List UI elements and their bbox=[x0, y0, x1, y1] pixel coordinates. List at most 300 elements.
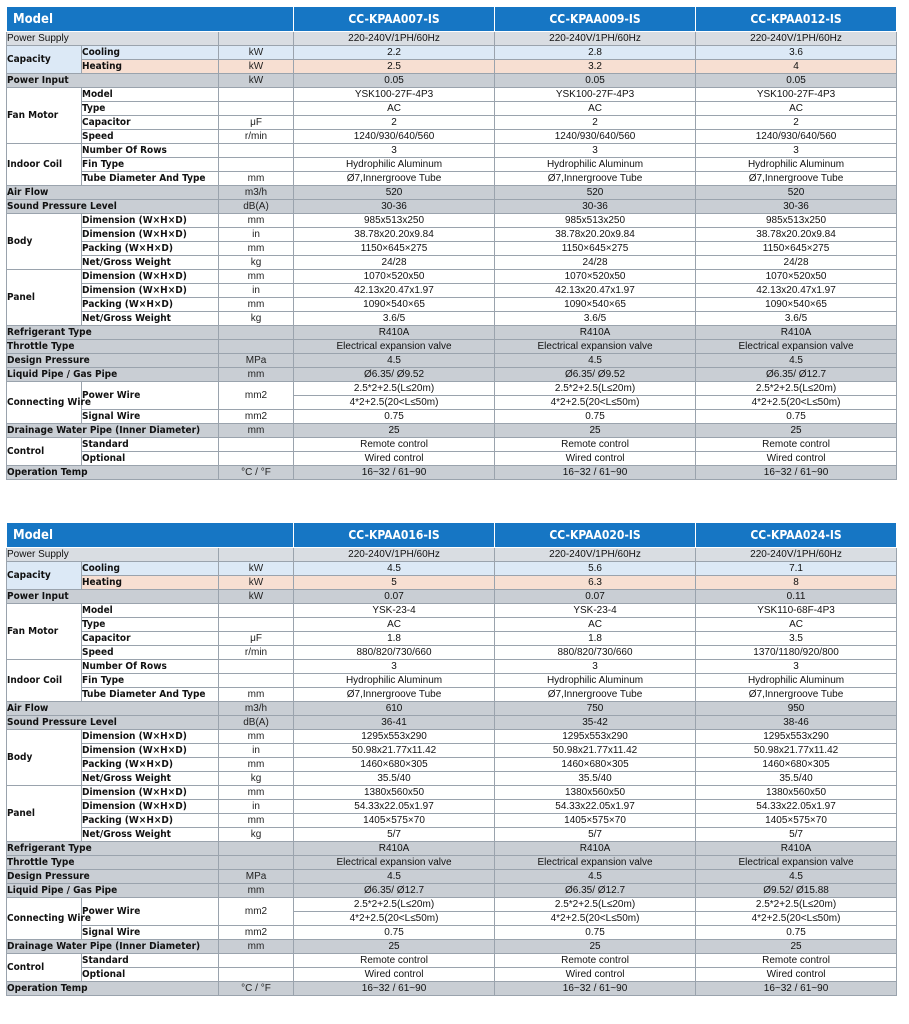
spec-value: Wired control bbox=[294, 452, 495, 466]
spec-value: AC bbox=[294, 618, 495, 632]
spec-value: Remote control bbox=[696, 438, 897, 452]
spec-unit bbox=[219, 452, 294, 466]
spec-value: 2.5*2+2.5(L≤20m) bbox=[696, 898, 897, 912]
spec-value: 1405×575×70 bbox=[696, 814, 897, 828]
spec-subcategory: Packing (W×H×D) bbox=[82, 814, 219, 828]
spec-category: Liquid Pipe / Gas Pipe bbox=[7, 368, 219, 382]
spec-value: 3.5 bbox=[696, 632, 897, 646]
spec-unit: kW bbox=[219, 576, 294, 590]
spec-table-1 bbox=[6, 6, 897, 480]
spec-value: 1090×540×65 bbox=[495, 298, 696, 312]
spec-row bbox=[7, 982, 897, 996]
spec-category: Body bbox=[7, 214, 82, 270]
spec-unit: mm bbox=[219, 242, 294, 256]
spec-row bbox=[7, 548, 897, 562]
spec-value: 38.78x20.20x9.84 bbox=[696, 228, 897, 242]
spec-unit: kg bbox=[219, 312, 294, 326]
spec-row bbox=[7, 954, 897, 968]
spec-value: 0.75 bbox=[294, 410, 495, 424]
spec-row bbox=[7, 410, 897, 424]
spec-row bbox=[7, 828, 897, 842]
spec-value: 1240/930/640/560 bbox=[696, 130, 897, 144]
spec-value: 3.6/5 bbox=[294, 312, 495, 326]
spec-value: 25 bbox=[294, 940, 495, 954]
spec-value: R410A bbox=[495, 842, 696, 856]
spec-row bbox=[7, 466, 897, 480]
spec-unit bbox=[219, 102, 294, 116]
spec-value: 42.13x20.47x1.97 bbox=[696, 284, 897, 298]
spec-value: 0.75 bbox=[495, 926, 696, 940]
spec-row bbox=[7, 298, 897, 312]
spec-value: 0.05 bbox=[696, 74, 897, 88]
spec-value: 950 bbox=[696, 702, 897, 716]
model-name: CC-KPAA007-IS bbox=[294, 7, 495, 32]
spec-category: Power Input bbox=[7, 74, 219, 88]
spec-subcategory: Optional bbox=[82, 968, 219, 982]
spec-value: 4.5 bbox=[495, 354, 696, 368]
spec-unit bbox=[219, 32, 294, 46]
spec-value: 3.6/5 bbox=[696, 312, 897, 326]
spec-row bbox=[7, 562, 897, 576]
spec-unit: °C / °F bbox=[219, 982, 294, 996]
spec-value: 0.75 bbox=[294, 926, 495, 940]
spec-value: 3 bbox=[495, 144, 696, 158]
spec-row bbox=[7, 814, 897, 828]
spec-value: Ø7,Innergroove Tube bbox=[495, 688, 696, 702]
spec-subcategory: Signal Wire bbox=[82, 926, 219, 940]
spec-value: 5.6 bbox=[495, 562, 696, 576]
spec-value: Electrical expansion valve bbox=[696, 340, 897, 354]
spec-value: R410A bbox=[495, 326, 696, 340]
spec-value: 4.5 bbox=[696, 354, 897, 368]
spec-value: 2.5 bbox=[294, 60, 495, 74]
spec-category: Drainage Water Pipe (Inner Diameter) bbox=[7, 424, 219, 438]
spec-row bbox=[7, 688, 897, 702]
spec-category: Capacity bbox=[7, 46, 82, 74]
spec-value: 36-41 bbox=[294, 716, 495, 730]
spec-unit bbox=[219, 144, 294, 158]
spec-value: 880/820/730/660 bbox=[294, 646, 495, 660]
spec-value: Wired control bbox=[495, 968, 696, 982]
spec-row bbox=[7, 884, 897, 898]
spec-unit: °C / °F bbox=[219, 466, 294, 480]
spec-value: YSK-23-4 bbox=[294, 604, 495, 618]
spec-row bbox=[7, 702, 897, 716]
spec-unit: m3/h bbox=[219, 702, 294, 716]
spec-value: 1070×520x50 bbox=[294, 270, 495, 284]
spec-unit bbox=[219, 674, 294, 688]
spec-unit bbox=[219, 618, 294, 632]
spec-row bbox=[7, 74, 897, 88]
spec-value: R410A bbox=[696, 326, 897, 340]
spec-value: Hydrophilic Aluminum bbox=[294, 674, 495, 688]
spec-unit: mm bbox=[219, 730, 294, 744]
spec-value: 4*2+2.5(20<L≤50m) bbox=[495, 396, 696, 410]
spec-value: Electrical expansion valve bbox=[294, 856, 495, 870]
spec-value: 0.05 bbox=[294, 74, 495, 88]
spec-category: Connecting Wire bbox=[7, 898, 82, 940]
spec-value: 42.13x20.47x1.97 bbox=[294, 284, 495, 298]
spec-value: YSK-23-4 bbox=[495, 604, 696, 618]
spec-value: 1370/1180/920/800 bbox=[696, 646, 897, 660]
spec-row bbox=[7, 926, 897, 940]
spec-value: 220-240V/1PH/60Hz bbox=[696, 548, 897, 562]
spec-value: YSK100-27F-4P3 bbox=[696, 88, 897, 102]
spec-subcategory: Dimension (W×H×D) bbox=[82, 214, 219, 228]
spec-value: 3 bbox=[495, 660, 696, 674]
spec-row bbox=[7, 382, 897, 396]
spec-unit: mm bbox=[219, 172, 294, 186]
model-header-row bbox=[7, 523, 897, 548]
spec-subcategory: Tube Diameter And Type bbox=[82, 688, 219, 702]
spec-value: 1090×540×65 bbox=[696, 298, 897, 312]
spec-value: 30-36 bbox=[696, 200, 897, 214]
spec-value: 0.75 bbox=[495, 410, 696, 424]
spec-value: 220-240V/1PH/60Hz bbox=[294, 32, 495, 46]
spec-value: 2 bbox=[495, 116, 696, 130]
spec-value: R410A bbox=[696, 842, 897, 856]
spec-category: Sound Pressure Level bbox=[7, 716, 219, 730]
spec-row bbox=[7, 716, 897, 730]
spec-value: 25 bbox=[294, 424, 495, 438]
spec-unit bbox=[219, 856, 294, 870]
spec-row bbox=[7, 452, 897, 466]
spec-value: 25 bbox=[696, 940, 897, 954]
spec-row bbox=[7, 856, 897, 870]
model-name: CC-KPAA016-IS bbox=[294, 523, 495, 548]
spec-category: Control bbox=[7, 954, 82, 982]
spec-value: 220-240V/1PH/60Hz bbox=[696, 32, 897, 46]
spec-value: Wired control bbox=[495, 452, 696, 466]
spec-value: 220-240V/1PH/60Hz bbox=[294, 548, 495, 562]
spec-unit bbox=[219, 438, 294, 452]
spec-value: R410A bbox=[294, 326, 495, 340]
spec-value: Ø7,Innergroove Tube bbox=[696, 688, 897, 702]
spec-value: 24/28 bbox=[696, 256, 897, 270]
spec-value: Ø6.35/ Ø12.7 bbox=[495, 884, 696, 898]
spec-value: 54.33x22.05x1.97 bbox=[294, 800, 495, 814]
spec-value: 2 bbox=[294, 116, 495, 130]
model-name: CC-KPAA009-IS bbox=[495, 7, 696, 32]
spec-value: Remote control bbox=[294, 438, 495, 452]
spec-subcategory: Signal Wire bbox=[82, 410, 219, 424]
spec-subcategory: Dimension (W×H×D) bbox=[82, 228, 219, 242]
spec-unit: in bbox=[219, 284, 294, 298]
spec-value: 0.75 bbox=[696, 926, 897, 940]
spec-category: Drainage Water Pipe (Inner Diameter) bbox=[7, 940, 219, 954]
spec-value: 5 bbox=[294, 576, 495, 590]
spec-value: Ø7,Innergroove Tube bbox=[294, 172, 495, 186]
spec-value: 50.98x21.77x11.42 bbox=[294, 744, 495, 758]
spec-value: 1380x560x50 bbox=[294, 786, 495, 800]
spec-value: 1150×645×275 bbox=[294, 242, 495, 256]
spec-subcategory: Type bbox=[82, 102, 219, 116]
spec-category: Connecting Wire bbox=[7, 382, 82, 424]
spec-value: AC bbox=[495, 102, 696, 116]
model-name: CC-KPAA012-IS bbox=[696, 7, 897, 32]
spec-value: 985x513x250 bbox=[495, 214, 696, 228]
spec-value: Ø7,Innergroove Tube bbox=[696, 172, 897, 186]
spec-value: Electrical expansion valve bbox=[294, 340, 495, 354]
spec-value: 1240/930/640/560 bbox=[495, 130, 696, 144]
spec-unit: mm2 bbox=[219, 898, 294, 926]
spec-unit: kW bbox=[219, 60, 294, 74]
spec-value: AC bbox=[696, 618, 897, 632]
spec-row bbox=[7, 172, 897, 186]
spec-row bbox=[7, 870, 897, 884]
spec-value: AC bbox=[696, 102, 897, 116]
spec-unit: kW bbox=[219, 590, 294, 604]
spec-subcategory: Speed bbox=[82, 130, 219, 144]
model-header-row bbox=[7, 7, 897, 32]
spec-row bbox=[7, 200, 897, 214]
spec-unit: μF bbox=[219, 632, 294, 646]
spec-unit: mm2 bbox=[219, 382, 294, 410]
spec-unit: r/min bbox=[219, 646, 294, 660]
spec-value: 54.33x22.05x1.97 bbox=[495, 800, 696, 814]
spec-row bbox=[7, 800, 897, 814]
spec-row bbox=[7, 312, 897, 326]
spec-value: 5/7 bbox=[696, 828, 897, 842]
spec-unit bbox=[219, 340, 294, 354]
spec-value: 42.13x20.47x1.97 bbox=[495, 284, 696, 298]
spec-category: Liquid Pipe / Gas Pipe bbox=[7, 884, 219, 898]
spec-value: Ø9.52/ Ø15.88 bbox=[696, 884, 897, 898]
spec-unit: MPa bbox=[219, 354, 294, 368]
spec-value: 2.8 bbox=[495, 46, 696, 60]
spec-subcategory: Dimension (W×H×D) bbox=[82, 730, 219, 744]
spec-row bbox=[7, 660, 897, 674]
spec-row bbox=[7, 646, 897, 660]
spec-category: Body bbox=[7, 730, 82, 786]
spec-value: 1295x553x290 bbox=[294, 730, 495, 744]
spec-unit bbox=[219, 660, 294, 674]
spec-value: Hydrophilic Aluminum bbox=[696, 158, 897, 172]
spec-row bbox=[7, 270, 897, 284]
spec-subcategory: Capacitor bbox=[82, 632, 219, 646]
spec-unit: kg bbox=[219, 828, 294, 842]
spec-value: Ø7,Innergroove Tube bbox=[294, 688, 495, 702]
spec-value: 1460×680×305 bbox=[696, 758, 897, 772]
spec-value: 4.5 bbox=[294, 562, 495, 576]
spec-value: 24/28 bbox=[495, 256, 696, 270]
spec-category: Power Supply bbox=[7, 32, 219, 46]
spec-value: 8 bbox=[696, 576, 897, 590]
spec-subcategory: Heating bbox=[82, 60, 219, 74]
spec-subcategory: Power Wire bbox=[82, 898, 219, 926]
spec-unit: mm2 bbox=[219, 410, 294, 424]
spec-value: 50.98x21.77x11.42 bbox=[495, 744, 696, 758]
spec-row bbox=[7, 256, 897, 270]
spec-category: Refrigerant Type bbox=[7, 326, 219, 340]
spec-table-2 bbox=[6, 522, 897, 996]
spec-value: 38.78x20.20x9.84 bbox=[294, 228, 495, 242]
spec-value: 4.5 bbox=[696, 870, 897, 884]
spec-value: 1460×680×305 bbox=[495, 758, 696, 772]
spec-subcategory: Fin Type bbox=[82, 158, 219, 172]
spec-subcategory: Cooling bbox=[82, 46, 219, 60]
spec-row bbox=[7, 46, 897, 60]
spec-value: Remote control bbox=[495, 954, 696, 968]
spec-value: 1090×540×65 bbox=[294, 298, 495, 312]
spec-subcategory: Capacitor bbox=[82, 116, 219, 130]
spec-row bbox=[7, 130, 897, 144]
spec-unit: dB(A) bbox=[219, 716, 294, 730]
spec-unit bbox=[219, 548, 294, 562]
spec-unit bbox=[219, 88, 294, 102]
spec-value: 3 bbox=[696, 144, 897, 158]
model-name: CC-KPAA024-IS bbox=[696, 523, 897, 548]
spec-value: Hydrophilic Aluminum bbox=[696, 674, 897, 688]
spec-row bbox=[7, 102, 897, 116]
spec-unit: mm bbox=[219, 814, 294, 828]
spec-category: Indoor Coil bbox=[7, 660, 82, 702]
spec-row bbox=[7, 744, 897, 758]
model-label: Model bbox=[7, 523, 294, 548]
spec-value: 1070×520x50 bbox=[495, 270, 696, 284]
spec-row bbox=[7, 576, 897, 590]
spec-row bbox=[7, 618, 897, 632]
spec-unit: m3/h bbox=[219, 186, 294, 200]
spec-value: 1150×645×275 bbox=[495, 242, 696, 256]
spec-value: 1295x553x290 bbox=[495, 730, 696, 744]
spec-value: 0.07 bbox=[294, 590, 495, 604]
spec-value: 220-240V/1PH/60Hz bbox=[495, 32, 696, 46]
spec-value: 30-36 bbox=[294, 200, 495, 214]
spec-unit: mm bbox=[219, 688, 294, 702]
spec-row bbox=[7, 144, 897, 158]
spec-value: 1295x553x290 bbox=[696, 730, 897, 744]
spec-row bbox=[7, 674, 897, 688]
spec-value: Electrical expansion valve bbox=[495, 340, 696, 354]
spec-value: 2.5*2+2.5(L≤20m) bbox=[294, 382, 495, 396]
spec-value: Ø6.35/ Ø12.7 bbox=[696, 368, 897, 382]
spec-value: 520 bbox=[495, 186, 696, 200]
spec-value: 2.5*2+2.5(L≤20m) bbox=[495, 898, 696, 912]
spec-value: 0.75 bbox=[696, 410, 897, 424]
spec-row bbox=[7, 758, 897, 772]
spec-value: 985x513x250 bbox=[696, 214, 897, 228]
spec-value: 24/28 bbox=[294, 256, 495, 270]
spec-row bbox=[7, 158, 897, 172]
spec-unit: mm bbox=[219, 270, 294, 284]
spec-row bbox=[7, 186, 897, 200]
spec-value: 2.2 bbox=[294, 46, 495, 60]
spec-value: Remote control bbox=[495, 438, 696, 452]
spec-subcategory: Net/Gross Weight bbox=[82, 256, 219, 270]
spec-value: 30-36 bbox=[495, 200, 696, 214]
spec-value: 4*2+2.5(20<L≤50m) bbox=[696, 912, 897, 926]
spec-value: YSK110-68F-4P3 bbox=[696, 604, 897, 618]
spec-value: 2.5*2+2.5(L≤20m) bbox=[495, 382, 696, 396]
spec-value: 1380x560x50 bbox=[495, 786, 696, 800]
spec-unit: mm bbox=[219, 884, 294, 898]
spec-subcategory: Heating bbox=[82, 576, 219, 590]
spec-value: 1460×680×305 bbox=[294, 758, 495, 772]
spec-value: 3.2 bbox=[495, 60, 696, 74]
spec-value: 4.5 bbox=[495, 870, 696, 884]
spec-value: Remote control bbox=[696, 954, 897, 968]
spec-category: Power Input bbox=[7, 590, 219, 604]
spec-value: 3.6 bbox=[696, 46, 897, 60]
spec-value: 4*2+2.5(20<L≤50m) bbox=[495, 912, 696, 926]
spec-row bbox=[7, 898, 897, 912]
spec-subcategory: Model bbox=[82, 88, 219, 102]
spec-value: 1380x560x50 bbox=[696, 786, 897, 800]
spec-value: R410A bbox=[294, 842, 495, 856]
spec-unit: kW bbox=[219, 46, 294, 60]
spec-value: 4*2+2.5(20<L≤50m) bbox=[294, 396, 495, 410]
spec-unit: mm bbox=[219, 214, 294, 228]
spec-unit: in bbox=[219, 744, 294, 758]
spec-unit: mm bbox=[219, 758, 294, 772]
spec-unit bbox=[219, 158, 294, 172]
spec-value: 3 bbox=[696, 660, 897, 674]
spec-unit: mm2 bbox=[219, 926, 294, 940]
spec-value: 520 bbox=[696, 186, 897, 200]
spec-value: 50.98x21.77x11.42 bbox=[696, 744, 897, 758]
spec-category: Capacity bbox=[7, 562, 82, 590]
spec-value: 4.5 bbox=[294, 354, 495, 368]
spec-subcategory: Dimension (W×H×D) bbox=[82, 786, 219, 800]
spec-value: 7.1 bbox=[696, 562, 897, 576]
spec-value: Ø6.35/ Ø9.52 bbox=[294, 368, 495, 382]
spec-subcategory: Model bbox=[82, 604, 219, 618]
model-label: Model bbox=[7, 7, 294, 32]
spec-unit: kg bbox=[219, 772, 294, 786]
spec-subcategory: Type bbox=[82, 618, 219, 632]
spec-value: 25 bbox=[495, 940, 696, 954]
spec-row bbox=[7, 214, 897, 228]
model-name: CC-KPAA020-IS bbox=[495, 523, 696, 548]
spec-value: 3 bbox=[294, 660, 495, 674]
spec-value: 3 bbox=[294, 144, 495, 158]
spec-value: Hydrophilic Aluminum bbox=[495, 158, 696, 172]
spec-row bbox=[7, 326, 897, 340]
spec-row bbox=[7, 368, 897, 382]
spec-row bbox=[7, 32, 897, 46]
spec-value: 16~32 / 61~90 bbox=[294, 982, 495, 996]
spec-subcategory: Fin Type bbox=[82, 674, 219, 688]
spec-row bbox=[7, 590, 897, 604]
spec-value: Electrical expansion valve bbox=[696, 856, 897, 870]
spec-value: 16~32 / 61~90 bbox=[696, 982, 897, 996]
spec-subcategory: Power Wire bbox=[82, 382, 219, 410]
spec-subcategory: Dimension (W×H×D) bbox=[82, 270, 219, 284]
spec-unit: kg bbox=[219, 256, 294, 270]
spec-value: 25 bbox=[696, 424, 897, 438]
spec-value: 16~32 / 61~90 bbox=[495, 466, 696, 480]
spec-unit: in bbox=[219, 228, 294, 242]
spec-unit bbox=[219, 954, 294, 968]
spec-subcategory: Dimension (W×H×D) bbox=[82, 284, 219, 298]
spec-unit: μF bbox=[219, 116, 294, 130]
spec-row bbox=[7, 242, 897, 256]
spec-unit: r/min bbox=[219, 130, 294, 144]
spec-value: Wired control bbox=[696, 452, 897, 466]
spec-subcategory: Packing (W×H×D) bbox=[82, 242, 219, 256]
spec-category: Air Flow bbox=[7, 702, 219, 716]
spec-row bbox=[7, 786, 897, 800]
spec-unit: dB(A) bbox=[219, 200, 294, 214]
spec-unit bbox=[219, 326, 294, 340]
spec-category: Throttle Type bbox=[7, 340, 219, 354]
spec-subcategory: Standard bbox=[82, 438, 219, 452]
spec-value: 35-42 bbox=[495, 716, 696, 730]
spec-row bbox=[7, 730, 897, 744]
spec-subcategory: Standard bbox=[82, 954, 219, 968]
spec-value: 0.05 bbox=[495, 74, 696, 88]
